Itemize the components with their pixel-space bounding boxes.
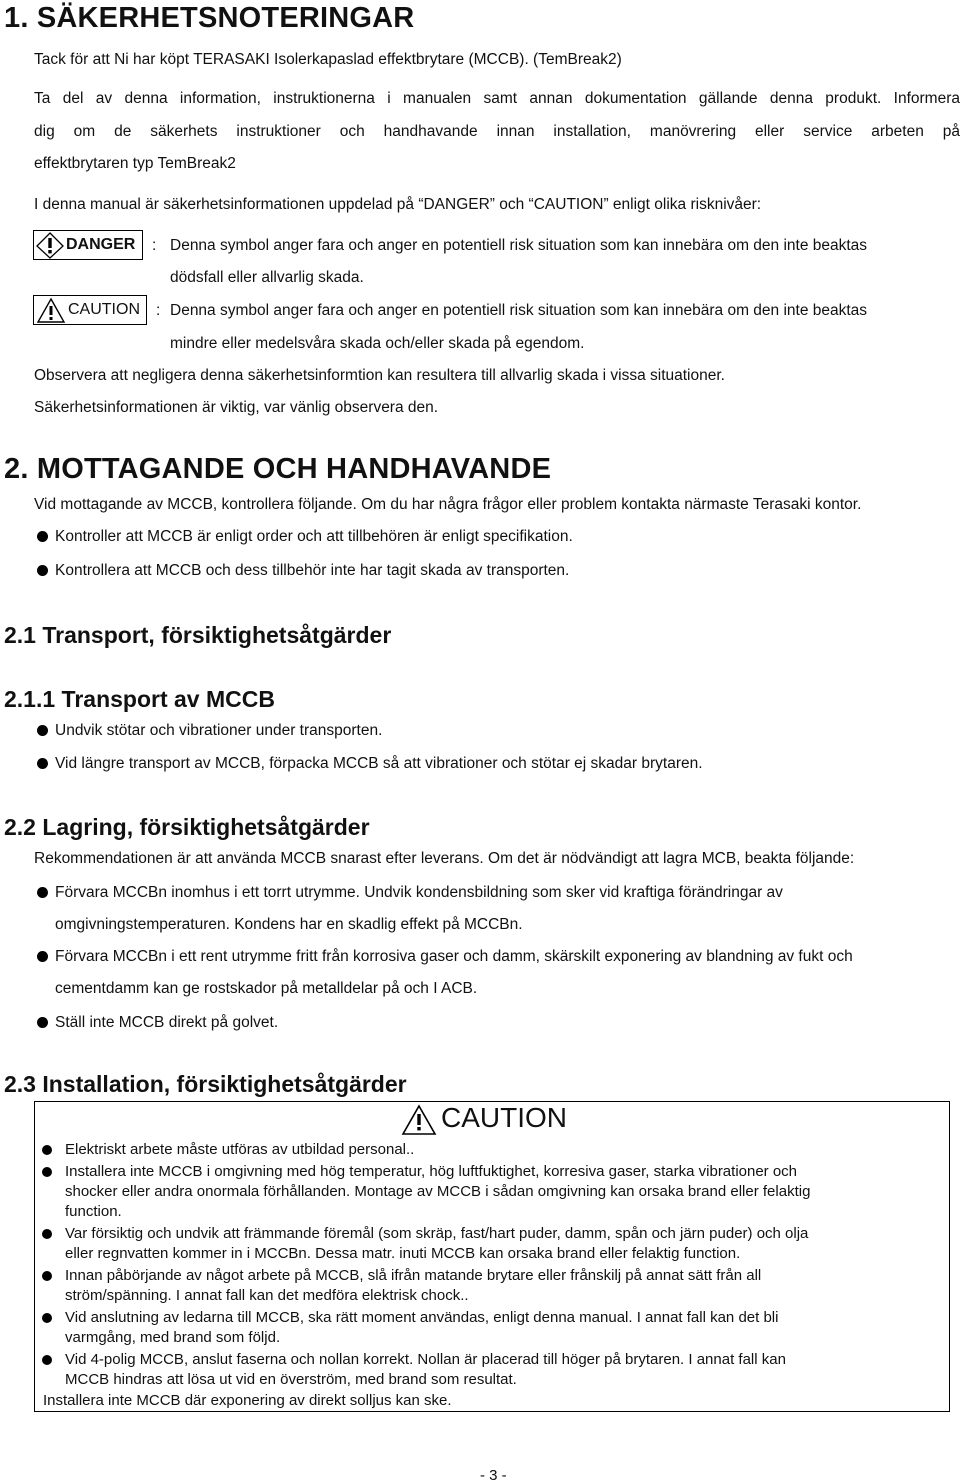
caution-item-6-line-1: Vid 4-polig MCCB, anslut faserna och nollan korrekt. Nollan är placerad till höger på brytaren. I annat fall kan bbox=[65, 1351, 786, 1368]
caution-item-2-line-2: shocker eller andra onormala förhållanden. Montage av MCCB i sådan omgivning kan orsaka brand eller felaktig bbox=[65, 1183, 811, 1200]
bullet-icon bbox=[37, 1017, 48, 1028]
danger-description-line-2: dödsfall eller allvarlig skada. bbox=[170, 269, 364, 286]
section-2-1-1-bullet-2: Vid längre transport av MCCB, förpacka MCCB så att vibrationer och stötar ej skadar brytaren. bbox=[55, 755, 703, 772]
section-2-1-1-heading: 2.1.1 Transport av MCCB bbox=[4, 686, 275, 712]
observe-paragraph: Observera att negligera denna säkerhetsinformtion kan resultera till allvarlig skada i vissa situationer. bbox=[34, 367, 725, 384]
bullet-icon bbox=[42, 1167, 52, 1177]
risk-level-paragraph: I denna manual är säkerhetsinformationen uppdelad på “DANGER” och “CAUTION” enligt olika risknivåer: bbox=[34, 196, 762, 213]
section-1-heading: 1. SÄKERHETSNOTERINGAR bbox=[4, 2, 415, 34]
danger-symbol-box bbox=[33, 230, 143, 260]
caution-item-7: Installera inte MCCB där exponering av direkt solljus kan ske. bbox=[43, 1392, 452, 1409]
section-2-2-bullet-3: Ställ inte MCCB direkt på golvet. bbox=[55, 1014, 279, 1031]
section-2-bullet-1: Kontroller att MCCB är enligt order och att tillbehören är enligt specifikation. bbox=[55, 528, 573, 545]
importance-paragraph: Säkerhetsinformationen är viktig, var vänlig observera den. bbox=[34, 399, 439, 416]
bullet-icon bbox=[42, 1355, 52, 1365]
caution-item-2-line-3: function. bbox=[65, 1203, 122, 1220]
bullet-icon bbox=[37, 887, 48, 898]
section-2-2-bullet-2-line-1: Förvara MCCBn i ett rent utrymme fritt från korrosiva gaser och damm, skärskilt exponering av blandning av fukt och bbox=[55, 948, 853, 965]
section-2-2-intro: Rekommendationen är att använda MCCB snarast efter leverans. Om det är nödvändigt att lagra MCB, beakta följande: bbox=[34, 850, 855, 867]
caution-symbol-box bbox=[33, 295, 147, 325]
section-2-2-bullet-1-line-1: Förvara MCCBn inomhus i ett torrt utrymme. Undvik kondensbildning som sker vid kraftiga förändringar av bbox=[55, 884, 783, 901]
section-2-3-heading: 2.3 Installation, försiktighetsåtgärder bbox=[4, 1071, 407, 1097]
caution-item-1: Elektriskt arbete måste utföras av utbildad personal.. bbox=[65, 1141, 415, 1158]
caution-colon: : bbox=[156, 302, 161, 319]
caution-box-warning-icon bbox=[401, 1104, 437, 1136]
section-2-intro: Vid mottagande av MCCB, kontrollera följande. Om du har några frågor eller problem kontakta närmaste Terasaki kontor. bbox=[34, 496, 862, 513]
section-2-2-heading: 2.2 Lagring, försiktighetsåtgärder bbox=[4, 814, 370, 840]
caution-label: CAUTION bbox=[68, 301, 140, 318]
caution-description-line-2: mindre eller medelsvåra skada och/eller skada på egendom. bbox=[170, 335, 585, 352]
caution-item-2-line-1: Installera inte MCCB i omgivning med hög temperatur, hög luftfuktighet, korresiva gaser, starka vibrationer och bbox=[65, 1163, 798, 1180]
caution-item-6-line-2: MCCB hindras att lösa ut vid en överström, med brand som resultat. bbox=[65, 1371, 517, 1388]
caution-item-3-line-1: Var försiktig och undvik att främmande föremål (som skräp, fast/hart puder, damm, spån och järn puder) och olja bbox=[65, 1225, 809, 1242]
bullet-icon bbox=[37, 531, 48, 542]
bullet-icon bbox=[37, 951, 48, 962]
intro-paragraph: Tack för att Ni har köpt TERASAKI Isolerkapaslad effektbrytare (MCCB). (TemBreak2) bbox=[34, 51, 622, 68]
section-2-heading: 2. MOTTAGANDE OCH HANDHAVANDE bbox=[4, 453, 552, 485]
danger-warning-icon bbox=[36, 232, 64, 259]
info-paragraph-line-3: effektbrytaren typ TemBreak2 bbox=[34, 155, 236, 172]
caution-item-4-line-1: Innan påbörjande av något arbete på MCCB, slå ifrån matande brytare eller frånskilj på annat sätt från all bbox=[65, 1267, 762, 1284]
section-2-bullet-2: Kontrollera att MCCB och dess tillbehör inte har tagit skada av transporten. bbox=[55, 562, 570, 579]
caution-item-5-line-1: Vid anslutning av ledarna till MCCB, ska rätt moment användas, enligt denna manual. I annat fall kan det bli bbox=[65, 1309, 779, 1326]
section-2-2-bullet-1-line-2: omgivningstemperaturen. Kondens har en skadlig effekt på MCCBn. bbox=[55, 916, 523, 933]
info-paragraph-line-1: Ta del av denna information, instruktionerna i manualen samt annan dokumentation gällande denna produkt. Informera bbox=[34, 90, 960, 107]
caution-item-3-line-2: eller regnvatten kommer in i MCCBn. Dessa matr. inuti MCCB kan orsaka brand eller felaktig function. bbox=[65, 1245, 741, 1262]
page-number: - 3 - bbox=[480, 1467, 507, 1484]
bullet-icon bbox=[37, 758, 48, 769]
section-2-2-bullet-2-line-2: cementdamm kan ge rostskador på metalldelar på och I ACB. bbox=[55, 980, 478, 997]
bullet-icon bbox=[42, 1229, 52, 1239]
bullet-icon bbox=[37, 565, 48, 576]
caution-warning-icon bbox=[36, 297, 66, 324]
bullet-icon bbox=[42, 1313, 52, 1323]
caution-item-4-line-2: ström/spänning. I annat fall kan det medföra elektrisk chock.. bbox=[65, 1287, 469, 1304]
danger-description-line-1: Denna symbol anger fara och anger en potentiell risk situation som kan innebära om den inte beaktas bbox=[170, 237, 868, 254]
caution-box-title: CAUTION bbox=[441, 1102, 567, 1133]
section-2-1-1-bullet-1: Undvik stötar och vibrationer under transporten. bbox=[55, 722, 383, 739]
caution-description-line-1: Denna symbol anger fara och anger en potentiell risk situation som kan innebära om den inte beaktas bbox=[170, 302, 868, 319]
bullet-icon bbox=[42, 1271, 52, 1281]
bullet-icon bbox=[37, 725, 48, 736]
danger-colon: : bbox=[152, 237, 157, 254]
info-paragraph-line-2: dig om de säkerhets instruktioner och handhavande innan installation, manövrering eller service arbeten på bbox=[34, 123, 960, 140]
caution-item-5-line-2: varmgång, med brand som följd. bbox=[65, 1329, 281, 1346]
section-2-1-heading: 2.1 Transport, försiktighetsåtgärder bbox=[4, 622, 392, 648]
danger-label: DANGER bbox=[66, 236, 136, 253]
bullet-icon bbox=[42, 1145, 52, 1155]
